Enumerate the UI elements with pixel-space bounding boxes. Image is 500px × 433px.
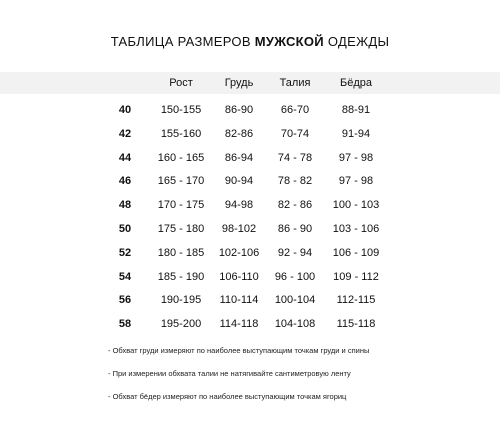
height-cell: 185 - 190 (157, 270, 205, 283)
hips-cell: 115-118 (336, 318, 376, 331)
title-bold: МУЖСКОЙ (254, 34, 324, 49)
height-cell: 155-160 (160, 127, 202, 140)
waist-cell: 78 - 82 (277, 175, 313, 188)
header-height: Рост (169, 77, 193, 89)
header-hips: Бёдра (340, 77, 372, 89)
waist-cell: 100-104 (274, 294, 316, 307)
page-title (0, 34, 500, 49)
chest-cell: 106-110 (219, 270, 259, 283)
measurement-note: - Обхват груди измеряют по наиболее выступающим точкам груди и спины (108, 346, 370, 355)
size-cell: 52 (118, 246, 132, 259)
hips-cell: 91-94 (341, 127, 371, 140)
waist-cell: 66-70 (280, 104, 310, 116)
size-cell: 46 (118, 175, 132, 188)
chest-cell: 90-94 (224, 175, 254, 188)
hips-cell: 103 - 106 (332, 223, 380, 235)
size-cell: 50 (118, 223, 132, 235)
hips-cell: 112-115 (336, 294, 376, 307)
header-chest: Грудь (224, 77, 254, 89)
height-cell: 165 - 170 (157, 175, 205, 188)
measurement-note: - Обхват бёдер измеряют по наиболее выступающим точкам ягориц (108, 392, 347, 401)
waist-cell: 74 - 78 (277, 151, 313, 164)
height-cell: 170 - 175 (157, 199, 205, 212)
measurement-note: - При измерении обхвата талии не натягивайте сантиметровую ленту (108, 369, 351, 378)
height-cell: 150-155 (160, 104, 202, 116)
height-cell: 195-200 (160, 318, 202, 331)
chest-cell: 94-98 (224, 199, 254, 212)
chest-cell: 86-94 (224, 151, 254, 164)
size-cell: 56 (118, 294, 132, 307)
height-cell: 160 - 165 (157, 151, 205, 164)
size-cell: 40 (118, 104, 132, 116)
hips-cell: 88-91 (341, 104, 371, 116)
chest-cell: 102-106 (218, 246, 260, 259)
hips-cell: 97 - 98 (338, 175, 374, 188)
height-cell: 175 - 180 (157, 223, 205, 235)
chest-cell: 82-86 (224, 127, 254, 140)
size-cell: 44 (118, 151, 132, 164)
waist-cell: 86 - 90 (277, 223, 313, 235)
hips-cell: 100 - 103 (332, 199, 380, 212)
height-cell: 190-195 (160, 294, 202, 307)
height-cell: 180 - 185 (157, 246, 205, 259)
size-cell: 48 (118, 199, 132, 212)
waist-cell: 82 - 86 (277, 199, 313, 212)
waist-cell: 96 - 100 (274, 270, 316, 283)
chest-cell: 110-114 (219, 294, 259, 307)
size-cell: 54 (118, 270, 132, 283)
title-prefix: ТАБЛИЦА РАЗМЕРОВ (110, 34, 255, 49)
hips-cell: 106 - 109 (332, 246, 380, 259)
waist-cell: 70-74 (280, 127, 310, 140)
waist-cell: 104-108 (274, 318, 316, 331)
size-cell: 42 (118, 127, 132, 140)
header-waist: Талия (279, 77, 311, 89)
chest-cell: 98-102 (221, 223, 257, 235)
chest-cell: 114-118 (219, 318, 259, 331)
waist-cell: 92 - 94 (277, 246, 313, 259)
chest-cell: 86-90 (224, 104, 254, 116)
hips-cell: 109 - 112 (333, 270, 379, 283)
hips-cell: 97 - 98 (338, 151, 374, 164)
size-cell: 58 (118, 318, 132, 331)
title-suffix: ОДЕЖДЫ (323, 34, 390, 49)
